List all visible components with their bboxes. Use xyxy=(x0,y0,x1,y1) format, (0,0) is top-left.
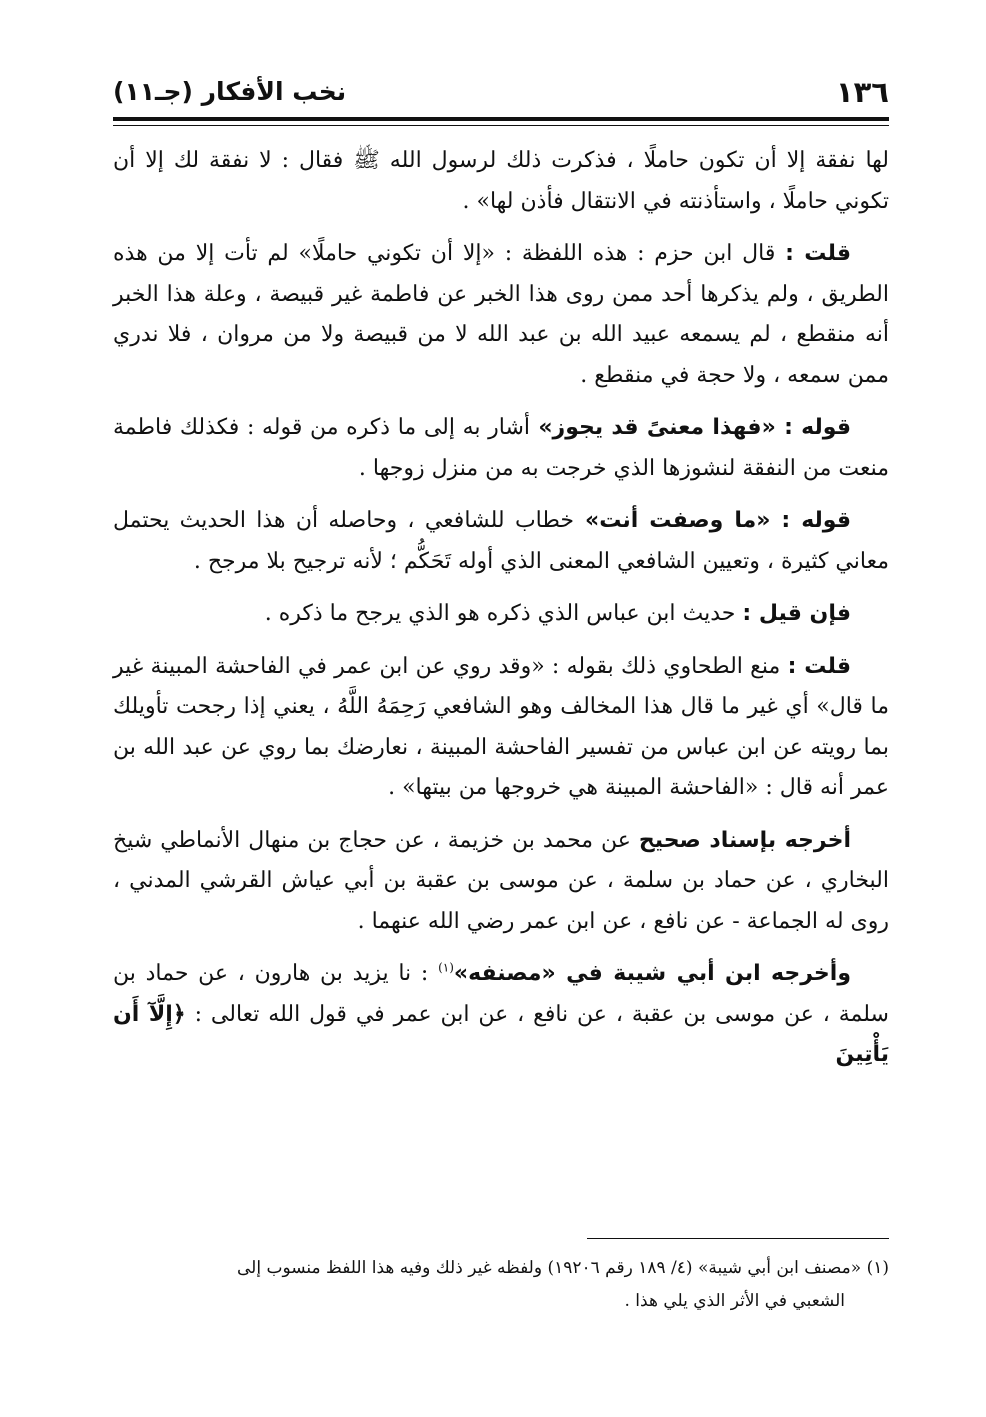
paragraph-text: منع الطحاوي ذلك بقوله : «وقد روي عن ابن عمر في الفاحشة المبينة غير ما قال» أي غير ما قال هذا المخالف وهو الشافعي رَحِمَهُ اللَّهُ ، يعني إذا رجحت تأويلك بما رويته عن ابن عباس من تفسير الفاحشة المبينة ، نعارضك بما روي عن عبد الله بن عمر أنه قال : «الفاحشة المبينة هي خروجها من بيتها» . xyxy=(113,653,889,800)
paragraph-text: أشار به إلى ما ذكره من قوله : فكذلك فاطمة منعت من النفقة لنشوزها الذي خرجت به من منزل زوجها . xyxy=(113,415,889,481)
paragraph-lead: قوله : xyxy=(781,508,851,533)
page-number: ١٣٦ xyxy=(835,75,889,109)
paragraph xyxy=(113,141,889,222)
paragraph-text: حديث ابن عباس الذي ذكره هو الذي يرجح ما ذكره . xyxy=(264,601,743,626)
paragraph-lead: قلت : xyxy=(785,241,851,266)
quran-quote: ﴿إِلَّآ أَن يَأْتِينَ xyxy=(113,1001,889,1067)
main-text xyxy=(113,141,889,1088)
paragraph-lead: وأخرجه ابن أبي شيبة في «مصنفه» xyxy=(453,961,852,986)
paragraph xyxy=(113,408,889,489)
paragraph-text: لها نفقة إلا أن تكون حاملًا ، فذكرت ذلك لرسول الله ﷺ فقال : لا نفقة لك إلا أن تكوني حاملًا ، واستأذنته في الانتقال فأذن لها» . xyxy=(113,148,889,214)
paragraph-lead: فإن قيل : xyxy=(742,601,851,626)
paragraph-text: قال ابن حزم : هذه اللفظة : «إلا أن تكوني حاملًا» لم تأت إلا من هذه الطريق ، ولم يذكرها أحد ممن روى هذا الخبر عن فاطمة غير قبيصة ، وعلة هذا الخبر أنه منقطع ، لم يسمعه عبيد الله بن عبد الله لا من قبيصة ولا من مروان ، فلا ندري ممن سمعه ، ولا حجة في منقطع . xyxy=(113,241,889,388)
quoted-phrase: «فهذا معنىً قد يجوز» xyxy=(530,415,785,440)
paragraph-text: خطاب للشافعي ، وحاصله أن هذا الحديث يحتمل معاني كثيرة ، وتعيين الشافعي المعنى الذي أوله تَحَكُّم ؛ لأنه ترجيح بلا مرجح . xyxy=(113,508,889,574)
paragraph xyxy=(113,594,889,635)
paragraph xyxy=(113,501,889,582)
footnote-divider xyxy=(587,1238,889,1239)
header-rule-thick xyxy=(113,117,889,121)
paragraph-lead: أخرجه بإسناد صحيح xyxy=(638,827,851,853)
paragraph xyxy=(113,954,889,1076)
footnote-marker[interactable]: (١) xyxy=(438,960,454,975)
page-header xyxy=(113,72,889,112)
paragraph-text: عن محمد بن خزيمة ، عن حجاج بن منهال الأنماطي شيخ البخاري ، عن حماد بن سلمة ، عن موسى بن عقبة بن أبي عياش القرشي المدني ، روى له الجماعة - عن نافع ، عن ابن عمر رضي الله عنهما . xyxy=(113,827,889,934)
running-title: نخب الأفكار (جـ١١) xyxy=(113,77,347,106)
footnote xyxy=(113,1252,889,1318)
quoted-phrase: «ما وصفت أنت» xyxy=(574,508,782,533)
footnote-line: الشعبي في الأثر الذي يلي هذا . xyxy=(624,1291,845,1311)
paragraph xyxy=(113,234,889,396)
footnote-line: (١) «مصنف ابن أبي شيبة» (٤/ ١٨٩ رقم ١٩٢٠٦) ولفظه غير ذلك وفيه هذا اللفظ منسوب إلى xyxy=(236,1258,889,1278)
header-rule-thin xyxy=(113,125,889,126)
paragraph xyxy=(113,821,889,943)
paragraph-lead: قوله : xyxy=(784,415,851,440)
paragraph xyxy=(113,647,889,809)
paragraph-lead: قلت : xyxy=(787,653,851,679)
paragraph-text: : نا يزيد بن هارون ، عن حماد بن سلمة ، عن موسى بن عقبة ، عن نافع ، عن ابن عمر في قول الله تعالى : xyxy=(113,961,889,1027)
